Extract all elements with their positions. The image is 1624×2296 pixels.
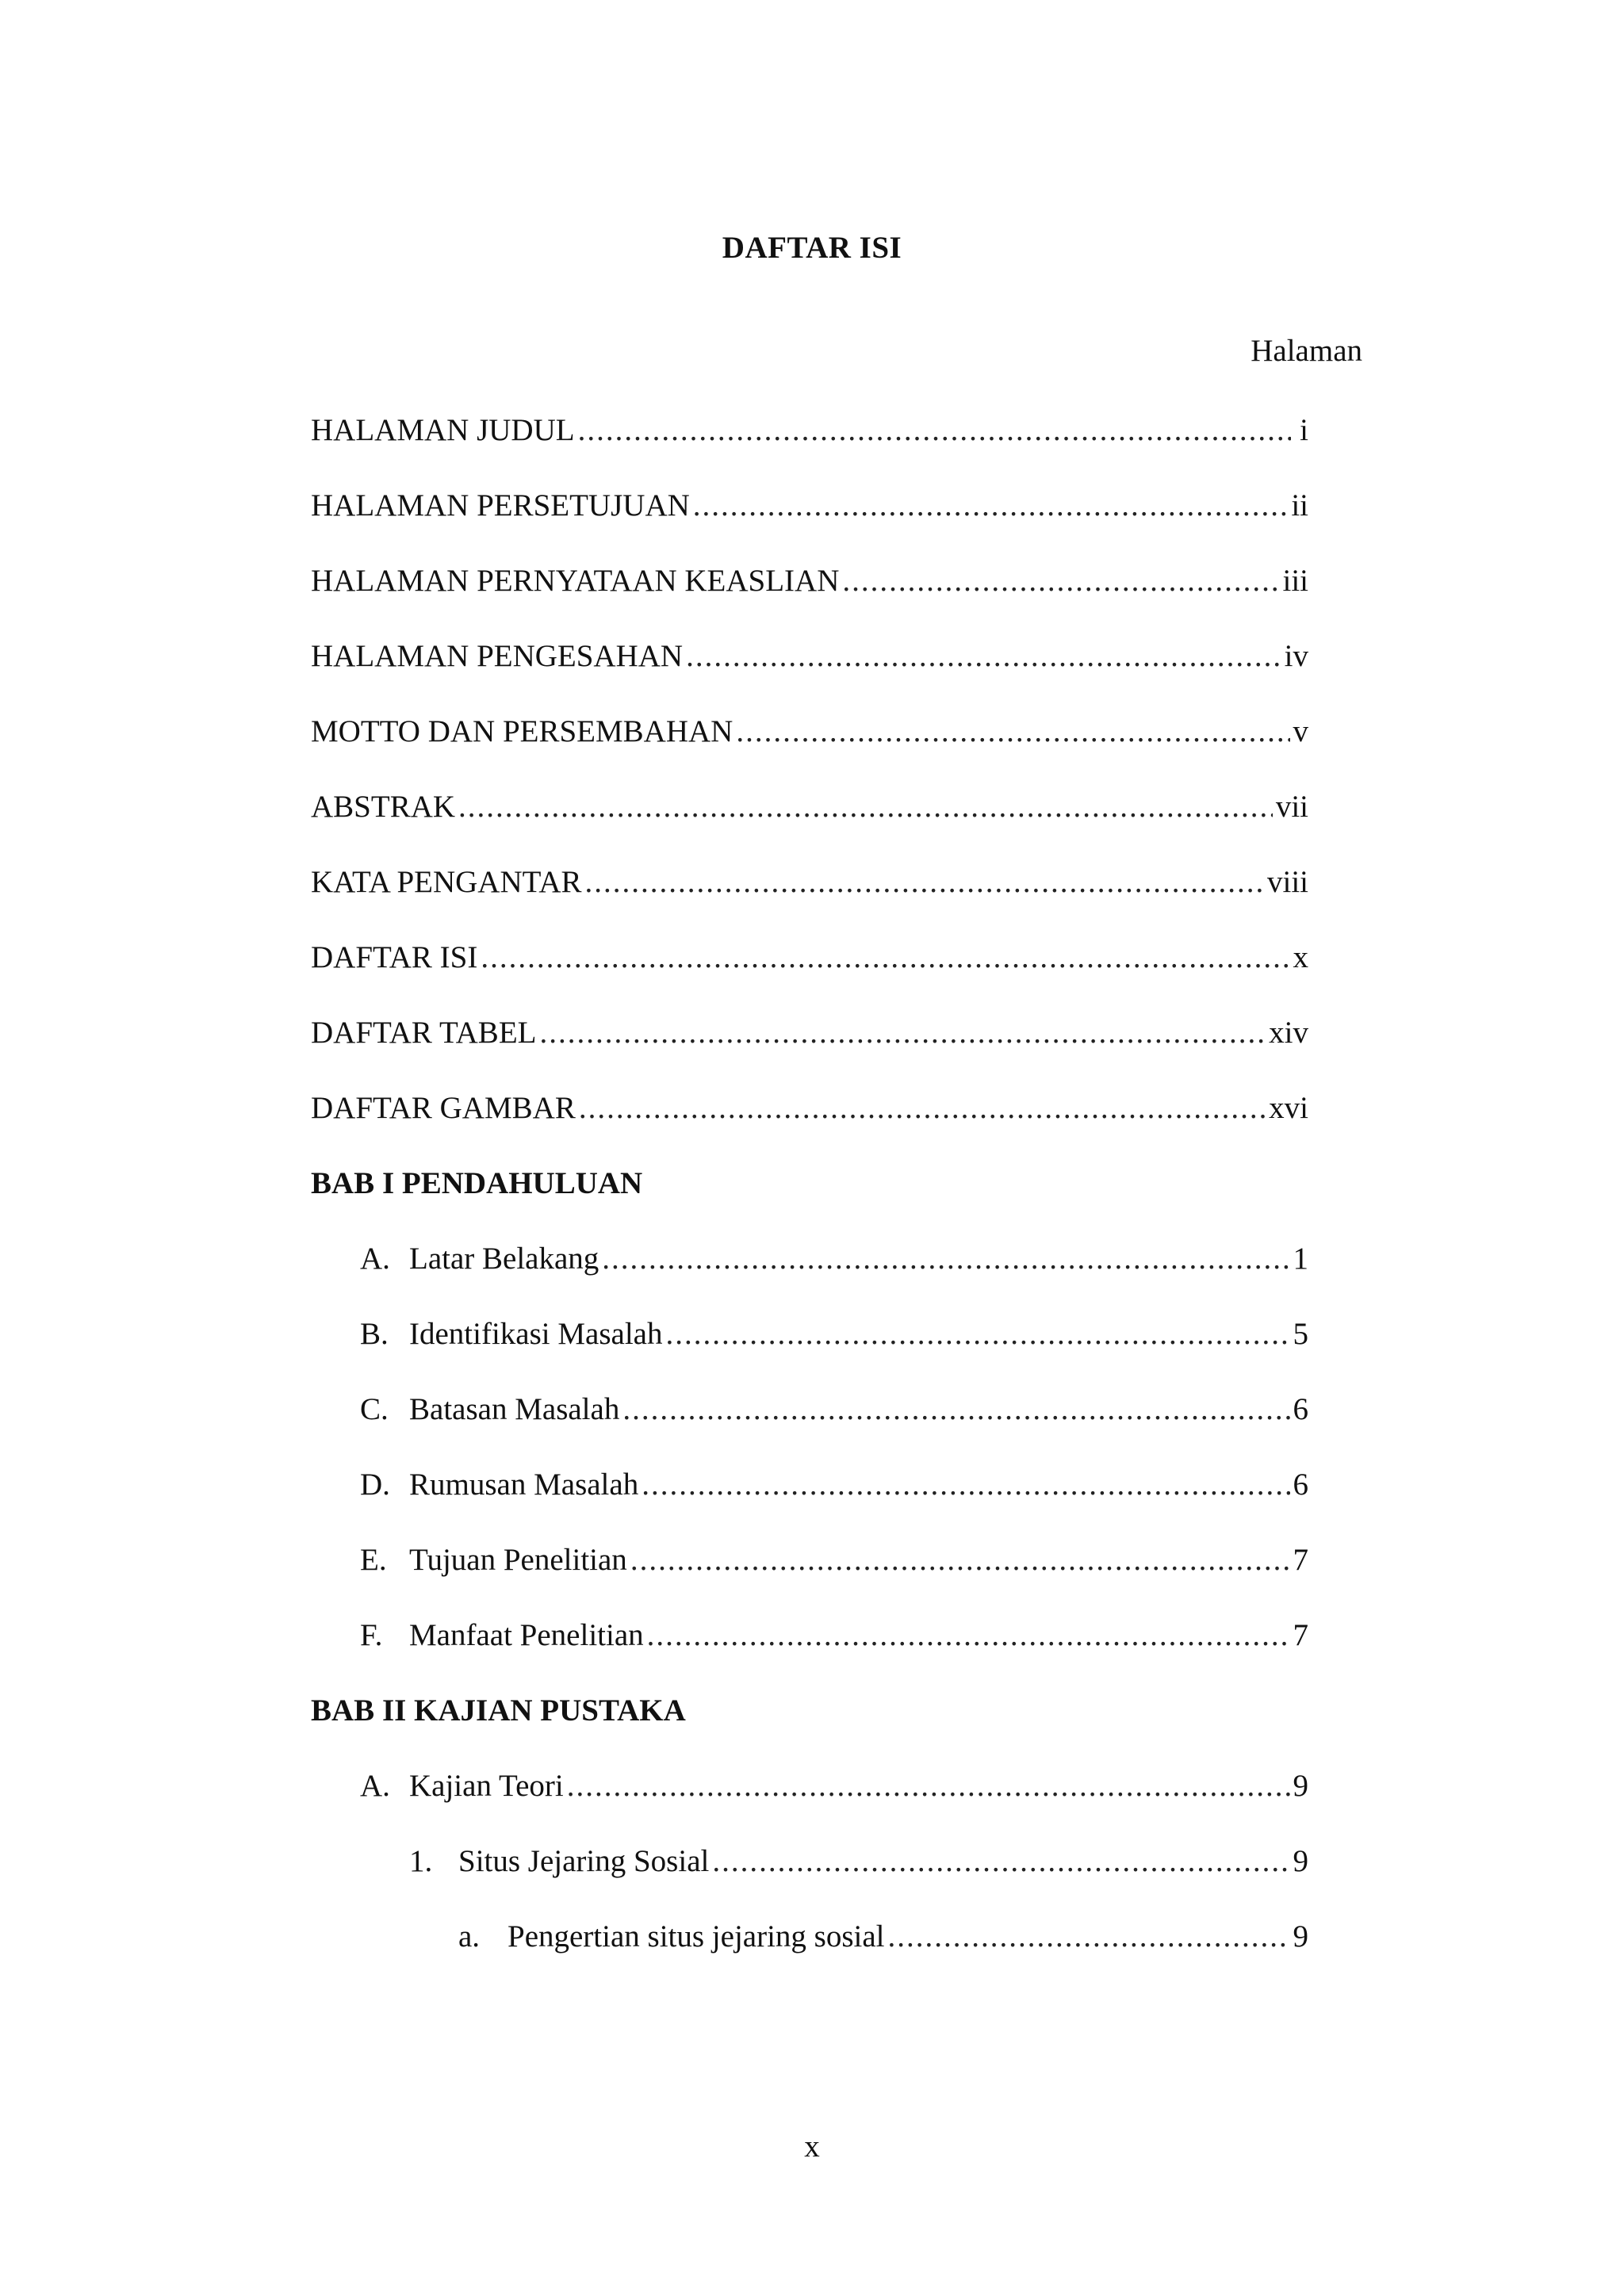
dot-leader bbox=[686, 634, 1281, 679]
toc-entry-label: HALAMAN PERSETUJUAN bbox=[311, 488, 690, 522]
toc-entry-page: 6 bbox=[1293, 1468, 1308, 1502]
toc-entry-page: iv bbox=[1284, 639, 1308, 673]
dot-leader bbox=[642, 1463, 1289, 1507]
toc-entry-label: Situs Jejaring Sosial bbox=[458, 1844, 710, 1878]
toc-entry-page: vii bbox=[1275, 790, 1308, 824]
dot-leader bbox=[579, 1086, 1266, 1131]
toc-entry-marker: B. bbox=[360, 1317, 389, 1351]
toc-entry bbox=[360, 1312, 1308, 1357]
dot-leader bbox=[585, 860, 1264, 905]
toc-entry bbox=[311, 710, 1308, 754]
toc-entry-page: xiv bbox=[1269, 1016, 1308, 1050]
toc-entry-marker: F. bbox=[360, 1618, 383, 1652]
toc-entry-label: Rumusan Masalah bbox=[409, 1468, 639, 1502]
toc-entry-label: KATA PENGANTAR bbox=[311, 865, 582, 899]
toc-entry-page: 1 bbox=[1293, 1242, 1308, 1276]
toc-entry-label: Identifikasi Masalah bbox=[409, 1317, 663, 1351]
dot-leader bbox=[578, 408, 1291, 453]
page-number: x bbox=[804, 2130, 820, 2164]
toc-entry-marker: C. bbox=[360, 1392, 389, 1426]
toc-entry bbox=[311, 936, 1308, 980]
toc-entry-marker: D. bbox=[360, 1468, 390, 1502]
toc-entry bbox=[360, 1538, 1308, 1582]
toc-entry-page: xvi bbox=[1269, 1091, 1308, 1125]
dot-leader bbox=[567, 1764, 1290, 1808]
toc-entry-label: Pengertian situs jejaring sosial bbox=[508, 1919, 885, 1954]
toc-entry bbox=[311, 408, 1308, 453]
dot-leader bbox=[693, 484, 1289, 528]
dot-leader bbox=[602, 1237, 1289, 1281]
toc-entry bbox=[311, 1086, 1308, 1131]
chapter-heading: BAB I PENDAHULUAN bbox=[311, 1166, 643, 1200]
dot-leader bbox=[539, 1011, 1266, 1055]
toc-entry-marker: 1. bbox=[409, 1844, 433, 1878]
toc-entry bbox=[311, 1011, 1308, 1055]
toc-entry bbox=[311, 559, 1308, 603]
toc-entry-marker: A. bbox=[360, 1242, 390, 1276]
dot-leader bbox=[736, 710, 1289, 754]
toc-entry-label: DAFTAR ISI bbox=[311, 940, 478, 974]
page-title: DAFTAR ISI bbox=[722, 231, 902, 265]
page-column-header: Halaman bbox=[1251, 334, 1362, 368]
toc-entry-marker: a. bbox=[458, 1919, 481, 1954]
toc-entry-page: v bbox=[1293, 714, 1308, 748]
toc-entry bbox=[311, 860, 1308, 905]
toc-entry-label: ABSTRAK bbox=[311, 790, 456, 824]
toc-entry-page: 6 bbox=[1293, 1392, 1308, 1426]
toc-entry bbox=[360, 1387, 1308, 1432]
toc-entry bbox=[360, 1613, 1308, 1658]
toc-entry bbox=[360, 1764, 1308, 1808]
toc-entry-page: 9 bbox=[1293, 1919, 1308, 1954]
toc-entry-page: 7 bbox=[1293, 1543, 1308, 1577]
toc-entry-label: Latar Belakang bbox=[409, 1242, 599, 1276]
toc-entry-label: HALAMAN PENGESAHAN bbox=[311, 639, 684, 673]
dot-leader bbox=[481, 936, 1289, 980]
toc-entry bbox=[458, 1915, 1308, 1959]
toc-entry bbox=[360, 1463, 1308, 1507]
toc-entry bbox=[311, 484, 1308, 528]
toc-entry-label: Kajian Teori bbox=[409, 1769, 564, 1803]
toc-entry-page: viii bbox=[1266, 865, 1308, 899]
toc-entry-page: iii bbox=[1282, 564, 1308, 598]
toc-entry bbox=[311, 785, 1308, 829]
toc-entry-label: Batasan Masalah bbox=[409, 1392, 620, 1426]
dot-leader bbox=[888, 1915, 1290, 1959]
chapter-heading: BAB II KAJIAN PUSTAKA bbox=[311, 1693, 686, 1728]
toc-entry bbox=[409, 1839, 1308, 1884]
dot-leader bbox=[630, 1538, 1290, 1582]
toc-entry-label: HALAMAN JUDUL bbox=[311, 413, 575, 447]
toc-entry-page: ii bbox=[1291, 488, 1308, 522]
dot-leader bbox=[647, 1613, 1290, 1658]
toc-entry bbox=[311, 634, 1308, 679]
dot-leader bbox=[842, 559, 1279, 603]
toc-entry-marker: A. bbox=[360, 1769, 390, 1803]
toc-entry-label: DAFTAR TABEL bbox=[311, 1016, 537, 1050]
toc-entry-page: 7 bbox=[1293, 1618, 1308, 1652]
toc-entry-label: MOTTO DAN PERSEMBAHAN bbox=[311, 714, 733, 748]
toc-entry bbox=[360, 1237, 1308, 1281]
toc-entry-page: 9 bbox=[1293, 1769, 1308, 1803]
dot-leader bbox=[712, 1839, 1289, 1884]
toc-entry-label: Manfaat Penelitian bbox=[409, 1618, 644, 1652]
toc-entry-page: i bbox=[1300, 413, 1308, 447]
dot-leader bbox=[665, 1312, 1289, 1357]
toc-entry-label: HALAMAN PERNYATAAN KEASLIAN bbox=[311, 564, 840, 598]
dot-leader bbox=[458, 785, 1273, 829]
dot-leader bbox=[622, 1387, 1289, 1432]
toc-entry-marker: E. bbox=[360, 1543, 387, 1577]
toc-entry-label: DAFTAR GAMBAR bbox=[311, 1091, 576, 1125]
toc-entry-page: 5 bbox=[1293, 1317, 1308, 1351]
toc-entry-page: x bbox=[1293, 940, 1308, 974]
toc-entry-page: 9 bbox=[1293, 1844, 1308, 1878]
toc-entry-label: Tujuan Penelitian bbox=[409, 1543, 627, 1577]
